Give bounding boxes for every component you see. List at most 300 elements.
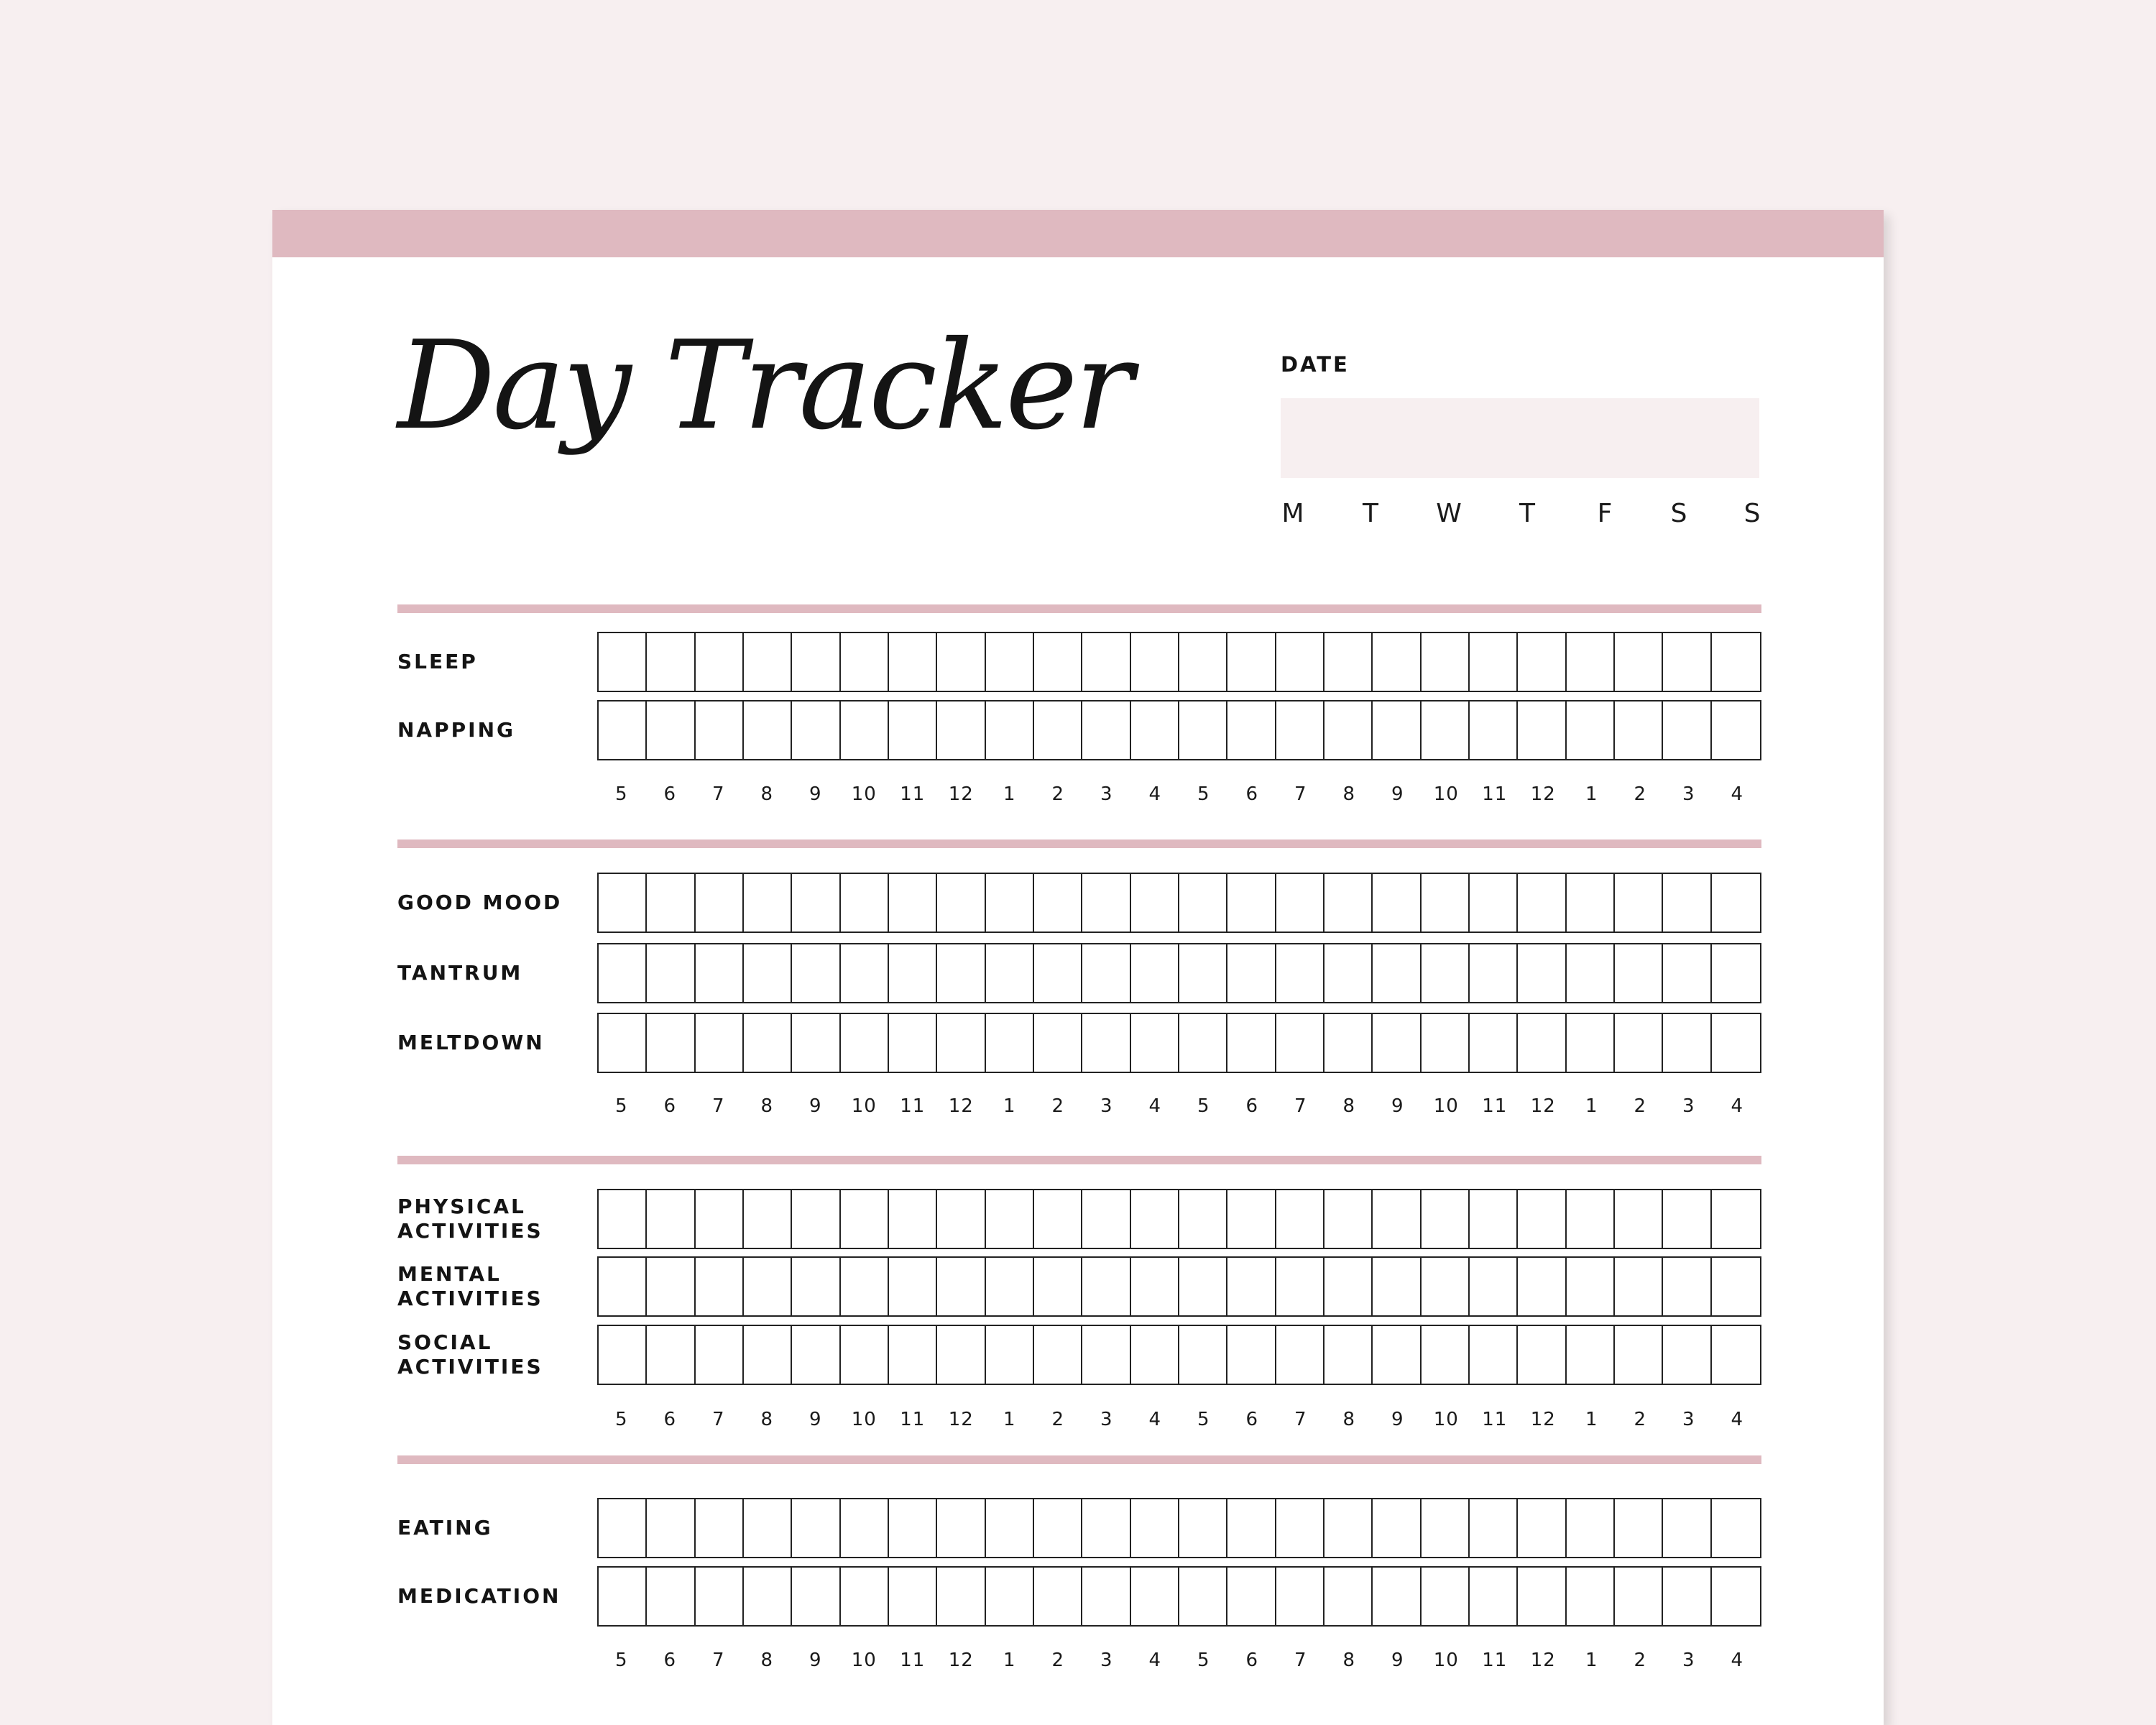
hour-cell[interactable] (1034, 874, 1082, 932)
hour-cell[interactable] (1422, 633, 1470, 691)
hour-cell[interactable] (1179, 1258, 1227, 1315)
hour-cell[interactable] (696, 1499, 744, 1557)
hour-cell[interactable] (1373, 1499, 1421, 1557)
hour-cell[interactable] (1131, 702, 1179, 759)
hour-cell[interactable] (792, 1568, 840, 1625)
hour-cell[interactable] (841, 1326, 889, 1384)
weekday-1[interactable]: T (1363, 499, 1378, 528)
hour-label: 11 (900, 1409, 926, 1430)
hour-cell[interactable] (1276, 1014, 1325, 1072)
hour-cell[interactable] (1179, 874, 1227, 932)
hour-cell[interactable] (1276, 1568, 1325, 1625)
hour-cell[interactable] (792, 1326, 840, 1384)
hour-cell[interactable] (647, 1014, 695, 1072)
hour-cell[interactable] (1034, 1014, 1082, 1072)
hour-cell[interactable] (1470, 702, 1518, 759)
hour-cell[interactable] (1615, 1499, 1663, 1557)
hour-cell[interactable] (1179, 1190, 1227, 1248)
hour-cell[interactable] (986, 1326, 1034, 1384)
hour-label: 11 (1482, 1409, 1508, 1430)
hour-cell[interactable] (792, 1258, 840, 1315)
hour-cell[interactable] (986, 1499, 1034, 1557)
hour-cell[interactable] (1179, 1568, 1227, 1625)
hour-cell[interactable] (1373, 874, 1421, 932)
hour-cell[interactable] (1179, 944, 1227, 1002)
hour-label: 12 (948, 1095, 974, 1117)
hour-cell[interactable] (1373, 1568, 1421, 1625)
hour-cell[interactable] (1567, 1014, 1615, 1072)
hour-cell[interactable] (889, 1190, 937, 1248)
hour-cell[interactable] (889, 874, 937, 932)
hour-cell[interactable] (1712, 633, 1760, 691)
hour-cell[interactable] (1470, 944, 1518, 1002)
hour-cell[interactable] (1276, 1190, 1325, 1248)
hour-cell[interactable] (1663, 944, 1711, 1002)
hour-cell[interactable] (696, 1326, 744, 1384)
hour-cell[interactable] (937, 1499, 985, 1557)
hour-cell[interactable] (1227, 702, 1276, 759)
hour-cell[interactable] (696, 1568, 744, 1625)
hour-cell[interactable] (1082, 944, 1130, 1002)
hour-cell[interactable] (1179, 702, 1227, 759)
hour-cell[interactable] (1470, 874, 1518, 932)
hour-cell[interactable] (1082, 633, 1130, 691)
hour-cell[interactable] (1567, 1190, 1615, 1248)
hour-cell[interactable] (1422, 874, 1470, 932)
hour-cell[interactable] (744, 1190, 792, 1248)
hour-cell[interactable] (1615, 944, 1663, 1002)
hour-cell[interactable] (647, 874, 695, 932)
hour-cell[interactable] (937, 633, 985, 691)
hour-cell[interactable] (599, 1326, 647, 1384)
hour-cell[interactable] (986, 1258, 1034, 1315)
hour-cell[interactable] (1518, 1499, 1566, 1557)
hour-cell[interactable] (1179, 1499, 1227, 1557)
hour-cell[interactable] (1518, 702, 1566, 759)
hour-cell[interactable] (1276, 633, 1325, 691)
hour-cell[interactable] (1227, 1568, 1276, 1625)
hour-label: 2 (1634, 1650, 1647, 1671)
hour-cell[interactable] (1422, 944, 1470, 1002)
hour-cell[interactable] (841, 944, 889, 1002)
tracker-sheet (272, 210, 1884, 1725)
hour-cell[interactable] (599, 874, 647, 932)
hour-cell[interactable] (1470, 1014, 1518, 1072)
hour-cell[interactable] (1082, 1499, 1130, 1557)
hour-cell[interactable] (1373, 702, 1421, 759)
hour-cell[interactable] (1663, 633, 1711, 691)
hour-cell[interactable] (986, 1190, 1034, 1248)
hour-cell[interactable] (1373, 1190, 1421, 1248)
weekday-5[interactable]: S (1670, 499, 1687, 528)
hour-label: 9 (808, 783, 822, 805)
hour-label: 10 (851, 1650, 877, 1671)
hour-cell[interactable] (1712, 702, 1760, 759)
hour-cell[interactable] (1663, 1568, 1711, 1625)
hour-grid-row (597, 1566, 1761, 1627)
top-accent-band (272, 210, 1884, 257)
hour-cell[interactable] (937, 702, 985, 759)
hour-cell[interactable] (1131, 874, 1179, 932)
hour-cell[interactable] (1422, 1326, 1470, 1384)
hour-cell[interactable] (1567, 874, 1615, 932)
hour-cell[interactable] (1276, 1499, 1325, 1557)
hour-cell[interactable] (1034, 1499, 1082, 1557)
hour-cell[interactable] (1470, 1190, 1518, 1248)
hour-cell[interactable] (986, 1014, 1034, 1072)
hour-cell[interactable] (889, 1326, 937, 1384)
section-divider (397, 840, 1761, 848)
hour-cell[interactable] (1373, 1326, 1421, 1384)
hour-cell[interactable] (1131, 1326, 1179, 1384)
hour-cell[interactable] (889, 1499, 937, 1557)
hour-cell[interactable] (1082, 1190, 1130, 1248)
hour-cell[interactable] (1567, 944, 1615, 1002)
hour-cell[interactable] (1034, 1568, 1082, 1625)
hour-cell[interactable] (1131, 1258, 1179, 1315)
hour-cell[interactable] (792, 702, 840, 759)
hour-cell[interactable] (1179, 1014, 1227, 1072)
hour-cell[interactable] (1615, 874, 1663, 932)
hour-label: 12 (948, 783, 974, 805)
hour-cell[interactable] (1422, 1499, 1470, 1557)
hour-cell[interactable] (599, 633, 647, 691)
hour-cell[interactable] (1422, 1258, 1470, 1315)
hour-cell[interactable] (1373, 1014, 1421, 1072)
hour-label: 6 (1245, 1095, 1259, 1117)
hour-cell[interactable] (744, 702, 792, 759)
hour-cell[interactable] (1615, 1568, 1663, 1625)
hour-cell[interactable] (696, 702, 744, 759)
hour-cell[interactable] (1615, 1258, 1663, 1315)
hour-cell[interactable] (889, 1258, 937, 1315)
hour-cell[interactable] (1131, 633, 1179, 691)
hour-cell[interactable] (1712, 874, 1760, 932)
hour-cell[interactable] (937, 1568, 985, 1625)
hour-cell[interactable] (1227, 1499, 1276, 1557)
row-label: MEDICATION (397, 1584, 561, 1608)
hour-cell[interactable] (1325, 633, 1373, 691)
hour-label: 12 (1530, 1409, 1556, 1430)
hour-cell[interactable] (1567, 1568, 1615, 1625)
hour-cell[interactable] (1325, 1014, 1373, 1072)
hour-cell[interactable] (841, 1014, 889, 1072)
hour-cell[interactable] (744, 1568, 792, 1625)
hour-cell[interactable] (1663, 1326, 1711, 1384)
hour-label: 4 (1731, 1409, 1744, 1430)
hour-cell[interactable] (841, 1258, 889, 1315)
hour-cell[interactable] (1615, 702, 1663, 759)
hour-cell[interactable] (599, 1499, 647, 1557)
hour-cell[interactable] (599, 702, 647, 759)
hour-cell[interactable] (1276, 702, 1325, 759)
hour-cell[interactable] (1034, 633, 1082, 691)
hour-label: 3 (1100, 783, 1113, 805)
hour-cell[interactable] (1325, 702, 1373, 759)
hour-cell[interactable] (1470, 1326, 1518, 1384)
hour-cell[interactable] (1615, 1014, 1663, 1072)
hour-cell[interactable] (744, 944, 792, 1002)
hour-cell[interactable] (1034, 944, 1082, 1002)
hour-cell[interactable] (1082, 1014, 1130, 1072)
hour-label: 8 (760, 1650, 774, 1671)
hour-label: 1 (1003, 783, 1016, 805)
hour-cell[interactable] (1518, 1326, 1566, 1384)
hour-label: 9 (808, 1095, 822, 1117)
hour-cell[interactable] (1422, 1190, 1470, 1248)
hour-cell[interactable] (792, 944, 840, 1002)
hour-cell[interactable] (1712, 1499, 1760, 1557)
hour-cell[interactable] (1567, 633, 1615, 691)
hour-label: 6 (663, 1650, 677, 1671)
hour-cell[interactable] (1518, 944, 1566, 1002)
hour-cell[interactable] (889, 633, 937, 691)
hour-cell[interactable] (696, 1190, 744, 1248)
hour-cell[interactable] (1325, 1499, 1373, 1557)
hour-cell[interactable] (1712, 1014, 1760, 1072)
hour-cell[interactable] (1131, 1499, 1179, 1557)
hour-cell[interactable] (1373, 633, 1421, 691)
hour-cell[interactable] (841, 1568, 889, 1625)
weekday-2[interactable]: W (1436, 499, 1462, 528)
hour-cell[interactable] (1325, 1258, 1373, 1315)
hour-cell[interactable] (841, 1190, 889, 1248)
hour-cell[interactable] (1567, 1326, 1615, 1384)
hour-grid-row (597, 1013, 1761, 1073)
hour-cell[interactable] (599, 944, 647, 1002)
hour-cell[interactable] (696, 944, 744, 1002)
hour-cell[interactable] (696, 1258, 744, 1315)
hour-label: 8 (1342, 1650, 1356, 1671)
hour-cell[interactable] (599, 1190, 647, 1248)
hour-label: 9 (1391, 1409, 1404, 1430)
hour-label: 5 (1197, 1409, 1210, 1430)
hour-cell[interactable] (1518, 1568, 1566, 1625)
hour-cell[interactable] (1325, 944, 1373, 1002)
row-label: PHYSICAL ACTIVITIES (397, 1195, 543, 1243)
hour-cell[interactable] (1373, 1258, 1421, 1315)
hour-cell[interactable] (889, 944, 937, 1002)
hour-grid-row (597, 632, 1761, 692)
hour-cell[interactable] (1131, 944, 1179, 1002)
hour-cell[interactable] (1518, 1190, 1566, 1248)
hour-cell[interactable] (744, 1014, 792, 1072)
hour-cell[interactable] (841, 874, 889, 932)
hour-cell[interactable] (1567, 702, 1615, 759)
hour-cell[interactable] (1034, 702, 1082, 759)
hour-label: 1 (1585, 783, 1598, 805)
hour-cell[interactable] (1663, 1190, 1711, 1248)
hour-cell[interactable] (1227, 944, 1276, 1002)
hour-cell[interactable] (937, 1258, 985, 1315)
hour-label: 9 (808, 1409, 822, 1430)
hour-cell[interactable] (1179, 633, 1227, 691)
hour-cell[interactable] (1615, 1326, 1663, 1384)
hour-cell[interactable] (1663, 702, 1711, 759)
hour-cell[interactable] (1712, 1190, 1760, 1248)
hour-scale (597, 1650, 1761, 1671)
hour-cell[interactable] (1325, 1568, 1373, 1625)
hour-cell[interactable] (792, 1499, 840, 1557)
hour-cell[interactable] (1034, 1258, 1082, 1315)
hour-label: 10 (1433, 1409, 1459, 1430)
date-input[interactable] (1281, 398, 1759, 478)
hour-cell[interactable] (1663, 874, 1711, 932)
hour-cell[interactable] (1422, 1568, 1470, 1625)
hour-cell[interactable] (1276, 944, 1325, 1002)
hour-cell[interactable] (1470, 1499, 1518, 1557)
hour-cell[interactable] (841, 702, 889, 759)
hour-cell[interactable] (1470, 633, 1518, 691)
hour-cell[interactable] (889, 1014, 937, 1072)
hour-cell[interactable] (1227, 1014, 1276, 1072)
hour-cell[interactable] (1712, 1326, 1760, 1384)
hour-grid-row (597, 873, 1761, 933)
hour-cell[interactable] (986, 944, 1034, 1002)
row-label: TANTRUM (397, 961, 523, 985)
hour-cell[interactable] (1227, 1326, 1276, 1384)
hour-cell[interactable] (1325, 874, 1373, 932)
hour-cell[interactable] (1422, 702, 1470, 759)
hour-cell[interactable] (599, 1258, 647, 1315)
hour-cell[interactable] (647, 944, 695, 1002)
hour-label: 5 (614, 1095, 628, 1117)
weekday-4[interactable]: F (1597, 499, 1613, 528)
hour-label: 12 (1530, 1650, 1556, 1671)
hour-cell[interactable] (647, 1499, 695, 1557)
hour-cell[interactable] (1712, 1568, 1760, 1625)
hour-cell[interactable] (1179, 1326, 1227, 1384)
hour-cell[interactable] (792, 874, 840, 932)
hour-cell[interactable] (1615, 1190, 1663, 1248)
hour-cell[interactable] (986, 1568, 1034, 1625)
hour-cell[interactable] (744, 1499, 792, 1557)
hour-cell[interactable] (1325, 1190, 1373, 1248)
weekday-0[interactable]: M (1281, 499, 1304, 528)
hour-label: 11 (900, 783, 926, 805)
hour-label: 1 (1003, 1650, 1016, 1671)
hour-cell[interactable] (1276, 1326, 1325, 1384)
hour-cell[interactable] (1615, 633, 1663, 691)
hour-cell[interactable] (1131, 1190, 1179, 1248)
hour-cell[interactable] (1082, 1258, 1130, 1315)
hour-cell[interactable] (1712, 944, 1760, 1002)
hour-cell[interactable] (1227, 633, 1276, 691)
hour-label: 4 (1148, 783, 1162, 805)
hour-cell[interactable] (1373, 944, 1421, 1002)
hour-cell[interactable] (889, 702, 937, 759)
hour-label: 7 (711, 1409, 725, 1430)
hour-cell[interactable] (1082, 874, 1130, 932)
hour-cell[interactable] (986, 633, 1034, 691)
hour-cell[interactable] (1567, 1499, 1615, 1557)
hour-cell[interactable] (647, 1258, 695, 1315)
hour-cell[interactable] (1663, 1499, 1711, 1557)
hour-cell[interactable] (1082, 1326, 1130, 1384)
hour-cell[interactable] (1470, 1258, 1518, 1315)
hour-cell[interactable] (986, 874, 1034, 932)
hour-cell[interactable] (937, 944, 985, 1002)
hour-cell[interactable] (937, 1014, 985, 1072)
weekday-3[interactable]: T (1519, 499, 1535, 528)
hour-cell[interactable] (1276, 874, 1325, 932)
hour-cell[interactable] (696, 1014, 744, 1072)
hour-cell[interactable] (1712, 1258, 1760, 1315)
hour-cell[interactable] (1227, 1258, 1276, 1315)
hour-grid-row (597, 943, 1761, 1003)
hour-label: 9 (808, 1650, 822, 1671)
hour-cell[interactable] (599, 1014, 647, 1072)
hour-cell[interactable] (1470, 1568, 1518, 1625)
hour-cell[interactable] (1131, 1014, 1179, 1072)
hour-cell[interactable] (744, 1258, 792, 1315)
hour-cell[interactable] (1276, 1258, 1325, 1315)
hour-cell[interactable] (1034, 1190, 1082, 1248)
hour-cell[interactable] (1567, 1258, 1615, 1315)
hour-cell[interactable] (792, 1190, 840, 1248)
hour-cell[interactable] (1663, 1014, 1711, 1072)
hour-label: 8 (760, 1095, 774, 1117)
hour-cell[interactable] (937, 874, 985, 932)
hour-cell[interactable] (937, 1190, 985, 1248)
hour-label: 7 (711, 1650, 725, 1671)
hour-cell[interactable] (937, 1326, 985, 1384)
hour-cell[interactable] (1082, 702, 1130, 759)
hour-cell[interactable] (889, 1568, 937, 1625)
hour-cell[interactable] (841, 1499, 889, 1557)
hour-cell[interactable] (986, 702, 1034, 759)
hour-label: 7 (1294, 783, 1307, 805)
hour-cell[interactable] (744, 633, 792, 691)
hour-label: 1 (1585, 1095, 1598, 1117)
hour-label: 10 (851, 783, 877, 805)
hour-cell[interactable] (696, 633, 744, 691)
hour-label: 6 (1245, 1650, 1259, 1671)
hour-cell[interactable] (599, 1568, 647, 1625)
hour-cell[interactable] (1131, 1568, 1179, 1625)
hour-cell[interactable] (647, 702, 695, 759)
hour-grid-row (597, 1256, 1761, 1317)
hour-cell[interactable] (1227, 1190, 1276, 1248)
hour-label: 4 (1731, 1650, 1744, 1671)
hour-cell[interactable] (744, 874, 792, 932)
hour-label: 5 (1197, 1650, 1210, 1671)
row-label: MENTAL ACTIVITIES (397, 1262, 543, 1310)
hour-cell[interactable] (696, 874, 744, 932)
hour-cell[interactable] (1518, 1014, 1566, 1072)
hour-cell[interactable] (1034, 1326, 1082, 1384)
hour-cell[interactable] (792, 633, 840, 691)
hour-cell[interactable] (1227, 874, 1276, 932)
hour-label: 5 (614, 1409, 628, 1430)
hour-cell[interactable] (792, 1014, 840, 1072)
hour-cell[interactable] (1325, 1326, 1373, 1384)
hour-cell[interactable] (647, 633, 695, 691)
weekday-6[interactable]: S (1743, 499, 1761, 528)
hour-cell[interactable] (841, 633, 889, 691)
hour-cell[interactable] (1663, 1258, 1711, 1315)
hour-cell[interactable] (1422, 1014, 1470, 1072)
hour-cell[interactable] (1518, 874, 1566, 932)
hour-cell[interactable] (1518, 1258, 1566, 1315)
hour-cell[interactable] (744, 1326, 792, 1384)
hour-cell[interactable] (647, 1190, 695, 1248)
hour-cell[interactable] (1082, 1568, 1130, 1625)
hour-cell[interactable] (1518, 633, 1566, 691)
hour-grid-row (597, 1325, 1761, 1385)
hour-cell[interactable] (647, 1326, 695, 1384)
hour-cell[interactable] (647, 1568, 695, 1625)
